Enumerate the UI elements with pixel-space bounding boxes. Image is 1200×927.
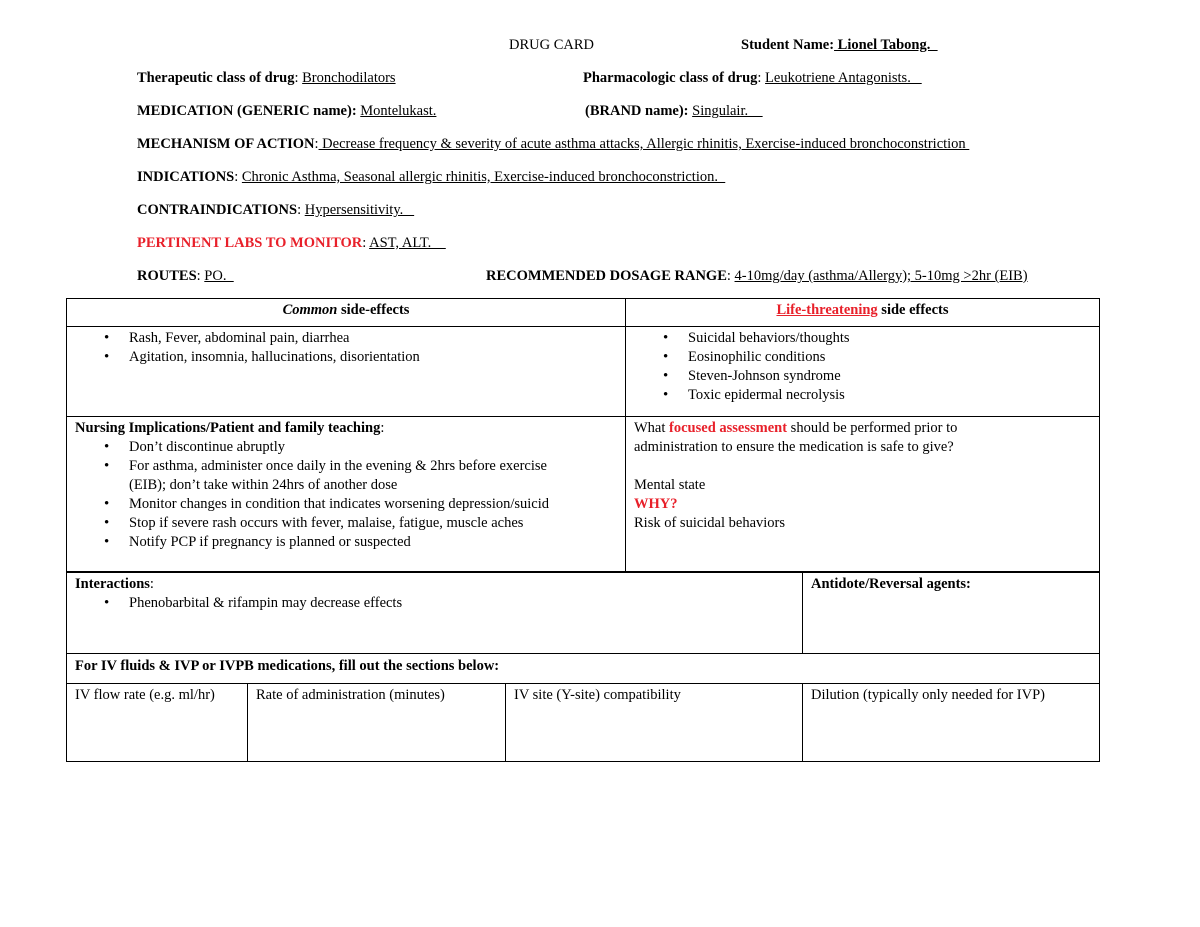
routes-value: PO. — [204, 268, 234, 284]
common-title-rest: side-effects — [337, 302, 410, 318]
life-title-red: Life-threatening — [776, 302, 878, 318]
routes-label: ROUTES — [137, 268, 197, 284]
iv-section-table — [66, 653, 1100, 762]
dilution-cell: Dilution (typically only needed for IVP) — [803, 684, 1100, 762]
therapeutic-label: Therapeutic class of drug — [137, 70, 295, 86]
assessment-post: should be performed prior to — [787, 420, 958, 436]
antidote-cell — [803, 573, 1100, 654]
labs-label: PERTINENT LABS TO MONITOR — [137, 235, 363, 251]
interactions-cell: Interactions: • Phenobarbital & rifampin may decrease effects — [67, 573, 803, 654]
life-threatening-list — [634, 329, 1091, 405]
dosage-label: RECOMMENDED DOSAGE RANGE — [486, 268, 727, 284]
mechanism-of-action: MECHANISM OF ACTION: Decrease frequency & severity of acute asthma attacks, Allergic rhinitis, Exercise-induced bronchoconstriction — [137, 136, 970, 152]
generic-value: Montelukast. — [360, 103, 437, 119]
assessment-question-line2: administration to ensure the medication is safe to give? — [634, 439, 954, 455]
list-item: • Don’t discontinue abruptly — [129, 438, 617, 457]
life-threatening-header — [626, 299, 1100, 327]
list-item: • Monitor changes in condition that indicates worsening depression/suicid — [129, 495, 617, 514]
list-item: • Stop if severe rash occurs with fever, malaise, fatigue, muscle aches — [129, 514, 617, 533]
dosage-range: RECOMMENDED DOSAGE RANGE: 4-10mg/day (asthma/Allergy); 5-10mg >2hr (EIB) — [486, 268, 1028, 284]
nursing-implications-cell: Nursing Implications/Patient and family teaching: • Don’t discontinue abruptly • For asthma, administer once daily in the evening & 2hrs before exercise (EIB); don’t take within 24hrs of another dose • Monitor changes in condition that indicates worsening depression/suicid • Stop if severe rash occurs with fever, malaise, fatigue, muscle aches • Notify PCP if pregnancy is planned or suspected — [67, 417, 626, 572]
iv-section-title — [67, 654, 1100, 684]
life-title-rest: side effects — [877, 302, 949, 318]
interactions-title: Interactions — [75, 576, 150, 592]
pharmacologic-label: Pharmacologic class of drug — [583, 70, 758, 86]
list-item — [129, 457, 617, 495]
iv-title: For IV fluids & IVP or IVPB medications, fill out the sections below: — [75, 658, 500, 674]
contraindications-label: CONTRAINDICATIONS — [137, 202, 298, 218]
generic-label: MEDICATION (GENERIC name): — [137, 103, 357, 119]
student-name-value: Lionel Tabong. — [834, 37, 938, 53]
assessment-pre: What — [634, 420, 670, 436]
list-item: • Rash, Fever, abdominal pain, diarrhea — [129, 329, 617, 348]
interactions-list — [75, 594, 794, 613]
why-label: WHY? — [634, 496, 678, 512]
assessment-focus: focused assessment — [669, 420, 788, 436]
rate-of-administration-cell: Rate of administration (minutes) — [248, 684, 506, 762]
life-threatening-cell — [626, 327, 1100, 417]
list-item: • Agitation, insomnia, hallucinations, disorientation — [129, 348, 617, 367]
nursing-list — [75, 438, 617, 552]
dosage-value: 4-10mg/day (asthma/Allergy); 5-10mg >2hr (EIB) — [734, 268, 1028, 284]
list-item: • Phenobarbital & rifampin may decrease effects — [129, 594, 794, 613]
common-title-italic: Common — [282, 302, 338, 318]
iv-flow-rate-cell: IV flow rate (e.g. ml/hr) — [67, 684, 248, 762]
indications: INDICATIONS: Chronic Asthma, Seasonal allergic rhinitis, Exercise-induced bronchoconstriction. — [137, 169, 726, 185]
nursing-item-text: For asthma, administer once daily in the evening & 2hrs before exercise — [129, 458, 547, 474]
brand-name — [585, 103, 763, 120]
side-effects-table — [66, 298, 1100, 572]
contraindications: CONTRAINDICATIONS: Hypersensitivity. — [137, 202, 415, 218]
generic-name — [137, 103, 436, 120]
list-item: • Steven-Johnson syndrome — [688, 367, 1091, 386]
mechanism-value: Decrease frequency & severity of acute asthma attacks, Allergic rhinitis, Exercise-induced bronchoconstriction — [318, 136, 970, 152]
common-side-effects-list — [75, 329, 617, 367]
iv-site-compatibility-cell: IV site (Y-site) compatibility — [506, 684, 803, 762]
student-name-line — [741, 37, 938, 54]
list-item: • Suicidal behaviors/thoughts — [688, 329, 1091, 348]
mechanism-label: MECHANISM OF ACTION — [137, 136, 315, 152]
why-answer: Risk of suicidal behaviors — [634, 515, 786, 531]
indications-label: INDICATIONS — [137, 169, 235, 185]
list-item: • Eosinophilic conditions — [688, 348, 1091, 367]
pharmacologic-class: Pharmacologic class of drug: Leukotriene Antagonists. — [583, 70, 922, 86]
routes: ROUTES: PO. — [137, 268, 234, 284]
brand-label: (BRAND name): — [585, 103, 689, 119]
indications-value: Chronic Asthma, Seasonal allergic rhinitis, Exercise-induced bronchoconstriction. — [241, 169, 726, 185]
labs-value: AST, ALT. — [369, 235, 446, 251]
nursing-item-continuation: (EIB); don’t take within 24hrs of another dose — [129, 477, 398, 493]
common-side-effects-cell — [67, 327, 626, 417]
focused-assessment-cell — [626, 417, 1100, 572]
common-side-effects-header — [67, 299, 626, 327]
list-item: • Notify PCP if pregnancy is planned or suspected — [129, 533, 617, 552]
nursing-title: Nursing Implications/Patient and family teaching — [75, 420, 381, 436]
brand-value: Singulair. — [692, 103, 763, 119]
antidote-title: Antidote/Reversal agents: — [811, 576, 971, 592]
assessment-answer: Mental state — [634, 477, 706, 493]
list-item: • Toxic epidermal necrolysis — [688, 386, 1091, 405]
pertinent-labs: PERTINENT LABS TO MONITOR: AST, ALT. — [137, 235, 446, 251]
page-title: DRUG CARD — [509, 37, 594, 53]
student-name-label: Student Name: — [741, 37, 835, 53]
therapeutic-value: Bronchodilators — [302, 70, 396, 86]
pharmacologic-value: Leukotriene Antagonists. — [765, 70, 922, 86]
contraindications-value: Hypersensitivity. — [304, 202, 415, 218]
interactions-table — [66, 572, 1100, 654]
therapeutic-class: Therapeutic class of drug: Bronchodilators — [137, 70, 396, 86]
